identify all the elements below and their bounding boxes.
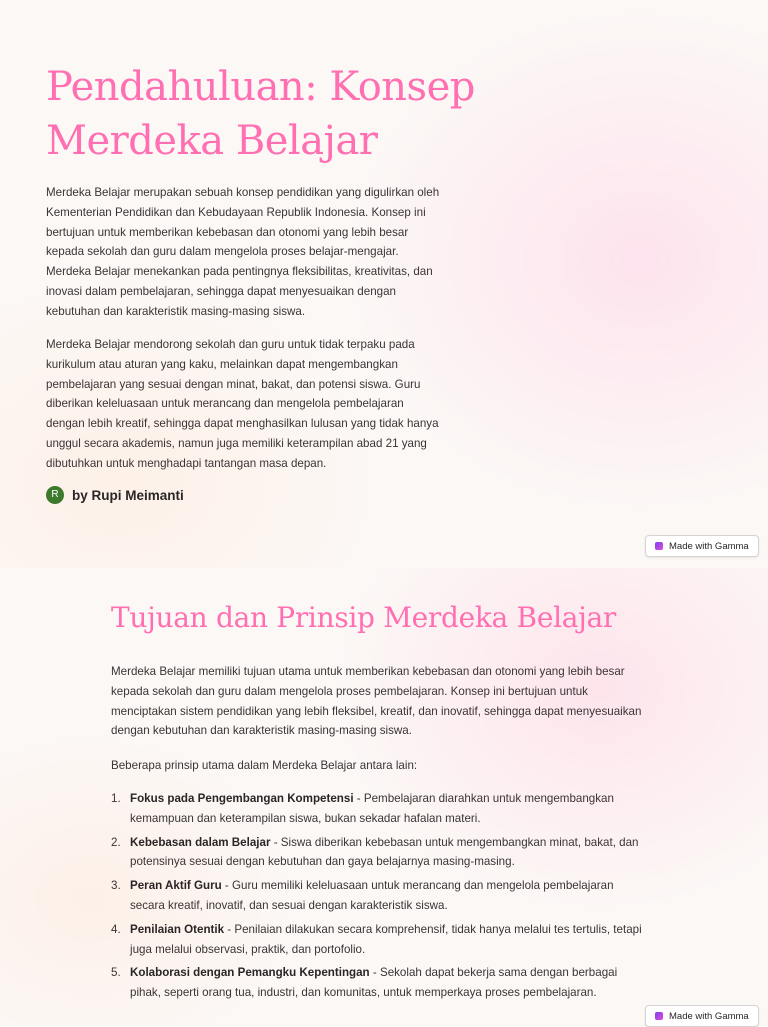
principle-title: Fokus pada Pengembangan Kompetensi [130,792,354,805]
principle-text: - Siswa diberikan kebebasan untuk mengembangkan minat, bakat, dan potensinya sesuai dengan kebutuhan dan gaya belajarnya masing-masing. [130,835,639,869]
author-name: by Rupi Meimanti [72,487,184,503]
slide-title: Tujuan dan Prinsip Merdeka Belajar [111,601,616,634]
principle-text: - Pembelajaran diarahkan untuk mengembangkan kemampuan dan keterampilan siswa, bukan sekadar hafalan materi. [130,792,614,825]
list-number: 1. [111,792,121,805]
principle-text: - Sekolah dapat bekerja sama dengan berbagai pihak, seperti orang tua, industri, dan komunitas, untuk memperkaya proses pembelajaran. [130,966,618,1000]
list-item [111,920,651,960]
principle-title: Kolaborasi dengan Pemangku Kepentingan [130,966,370,980]
principle-text: - Guru memiliki keleluasaan untuk merancang dan mengelola pembelajaran secara kreatif, inovatif, dan sesuai dengan karakteristik siswa. [130,879,614,912]
list-item [111,876,651,916]
principle-title: Penilaian Otentik [130,922,225,936]
list-item [111,833,651,873]
made-with-gamma-button[interactable] [645,535,759,557]
list-number: 4. [111,922,121,936]
intro-paragraph-1: Merdeka Belajar merupakan sebuah konsep pendidikan yang digulirkan oleh Kementerian Pendidikan dan Kebudayaan Republik Indonesia. Konsep ini bertujuan untuk memberikan kebebasan dan otonomi yang lebih besar kepada sekolah dan guru dalam mengelola proses belajar-mengajar. Merdeka Belajar menekankan pada pentingnya fleksibilitas, kreativitas, dan inovasi dalam pembelajaran, sehingga dapat menyesuaikan dengan kebutuhan dan karakteristik masing-masing siswa. [46,186,440,318]
gamma-logo-icon [655,1012,663,1020]
badge-label: Made with Gamma [669,1010,749,1022]
list-item [111,789,651,829]
principles-lead: Beberapa prinsip utama dalam Merdeka Belajar antara lain: [111,759,418,772]
slide-title: Pendahuluan: Konsep Merdeka Belajar [46,64,475,164]
list-item [111,963,651,1003]
principle-text: - Penilaian dilakukan secara komprehensif, tidak hanya melalui tes tertulis, tetapi juga melalui observasi, praktik, dan portofolio. [130,922,642,956]
list-number: 3. [111,879,121,893]
gamma-logo-icon [655,542,663,550]
list-number: 2. [111,835,121,849]
author-byline [46,486,184,504]
goals-paragraph: Merdeka Belajar memiliki tujuan utama untuk memberikan kebebasan dan otonomi yang lebih besar kepada sekolah dan guru dalam mengelola proses pembelajaran. Konsep ini bertujuan untuk menciptakan sistem pendidikan yang lebih fleksibel, kreatif, dan inovatif, sehingga dapat menyesuaikan dengan kebutuhan dan karakteristik masing-masing siswa. [111,665,642,738]
list-number: 5. [111,966,121,980]
principle-title: Kebebasan dalam Belajar [130,835,271,849]
badge-label: Made with Gamma [669,540,749,552]
intro-paragraph-2: Merdeka Belajar mendorong sekolah dan guru untuk tidak terpaku pada kurikulum atau aturan yang kaku, melainkan dapat mengembangkan pembelajaran yang sesuai dengan minat, bakat, dan potensi siswa. Guru diberikan keleluasaan untuk merancang dan mengelola pembelajaran dengan lebih kreatif, sehingga dapat menghasilkan lulusan yang tidak hanya unggul secara akademis, namun juga memiliki keterampilan abad 21 yang dibutuhkan untuk menghadapi tantangan masa depan. [46,338,439,470]
principles-list [111,789,651,1007]
avatar: R [46,486,64,504]
principle-title: Peran Aktif Guru [130,879,222,893]
